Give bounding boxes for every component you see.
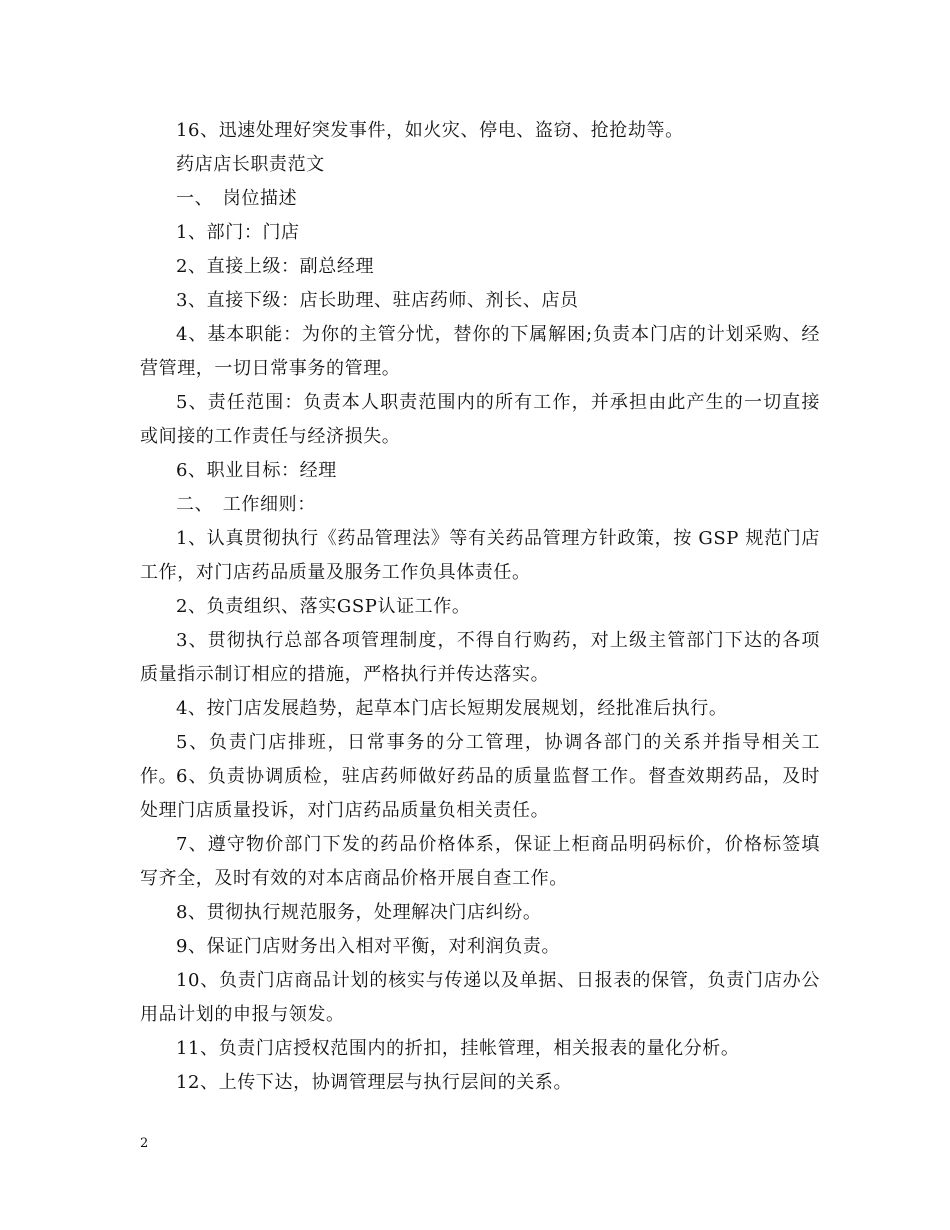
paragraph-detail-5: 5、负责门店排班，日常事务的分工管理，协调各部门的关系并指导相关工作。 bbox=[140, 732, 820, 787]
paragraph-department: 1、部门：门店 bbox=[176, 222, 300, 243]
paragraph-detail-9: 9、保证门店财务出入相对平衡，对利润负责。 bbox=[176, 936, 561, 957]
paragraph-career-goal: 6、职业目标：经理 bbox=[176, 460, 337, 481]
section-heading-position-description: 一、 岗位描述 bbox=[176, 188, 298, 209]
paragraph-detail-6: 6、负责协调质检，驻店药师做好药品的质量监督工作。督查效期药品，及时处理门店质量投诉，对门店药品质量负相关责任。 bbox=[140, 766, 820, 821]
paragraph-responsibility-scope: 5、责任范围：负责本人职责范围内的所有工作，并承担由此产生的一切直接或间接的工作责任与经济损失。 bbox=[140, 392, 820, 447]
paragraph-detail-12: 12、上传下达，协调管理层与执行层间的关系。 bbox=[176, 1072, 573, 1093]
paragraph-detail-2: 2、负责组织、落实GSP认证工作。 bbox=[176, 596, 471, 617]
paragraph-detail-7: 7、遵守物价部门下发的药品价格体系，保证上柜商品明码标价，价格标签填写齐全，及时有效的对本店商品价格开展自查工作。 bbox=[140, 834, 820, 889]
section-heading-work-details: 二、 工作细则： bbox=[176, 494, 316, 515]
paragraph-item-16-emergency: 16、迅速处理好突发事件，如火灾、停电、盗窃、抢抢劫等。 bbox=[176, 120, 684, 141]
paragraph-detail-10: 10、负责门店商品计划的核实与传递以及单据、日报表的保管，负责门店办公用品计划的申报与领发。 bbox=[140, 970, 820, 1025]
page-number: 2 bbox=[140, 1136, 149, 1151]
paragraph-subordinates: 3、直接下级：店长助理、驻店药师、剂长、店员 bbox=[176, 290, 579, 311]
section-title: 药店店长职责范文 bbox=[176, 154, 325, 175]
paragraph-detail-1: 1、认真贯彻执行《药品管理法》等有关药品管理方针政策，按 GSP 规范门店工作，对门店药品质量及服务工作负具体责任。 bbox=[140, 528, 820, 583]
paragraph-detail-4: 4、按门店发展趋势，起草本门店长短期发展规划，经批准后执行。 bbox=[176, 698, 728, 719]
paragraph-superior: 2、直接上级：副总经理 bbox=[176, 256, 375, 277]
paragraph-detail-11: 11、负责门店授权范围内的折扣，挂帐管理，相关报表的量化分析。 bbox=[176, 1038, 740, 1059]
paragraph-detail-8: 8、贯彻执行规范服务，处理解决门店纠纷。 bbox=[176, 902, 542, 923]
paragraph-basic-functions: 4、基本职能：为你的主管分忧，替你的下属解困;负责本门店的计划采购、经营管理，一切日常事务的管理。 bbox=[140, 324, 820, 379]
paragraph-detail-3: 3、贯彻执行总部各项管理制度，不得自行购药，对上级主管部门下达的各项质量指示制订相应的措施，严格执行并传达落实。 bbox=[140, 630, 820, 685]
